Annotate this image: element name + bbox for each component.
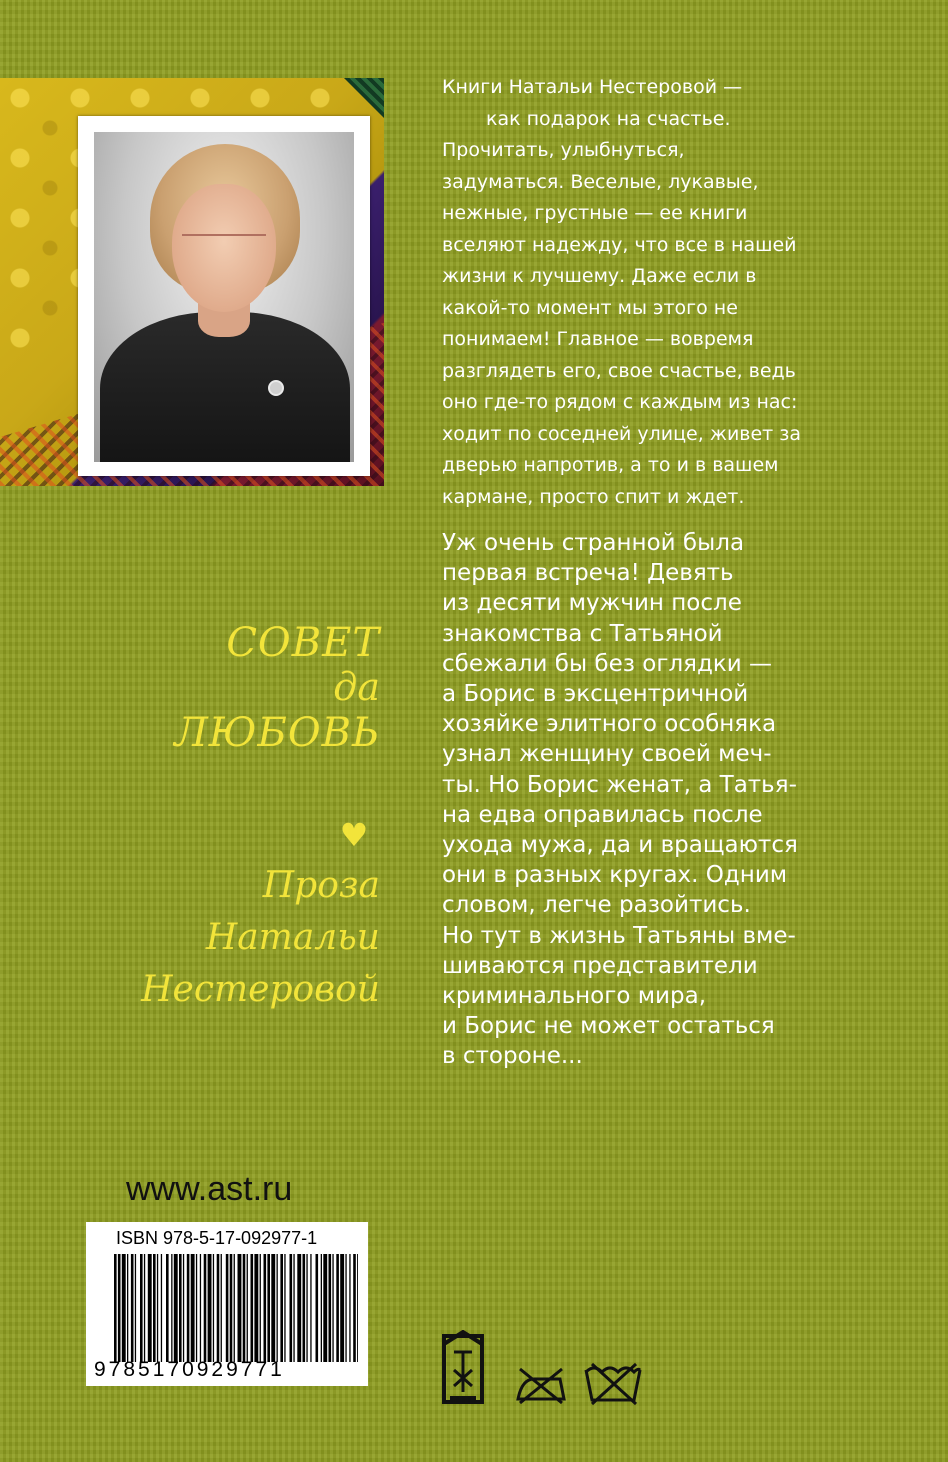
story-line: они в разных кругах. Одним bbox=[442, 862, 788, 889]
prose-label bbox=[141, 860, 380, 1016]
blurb-line: Книги Натальи Нестеровой — bbox=[442, 76, 743, 98]
barcode-bar bbox=[349, 1254, 350, 1362]
story-line: словом, легче разойтись. bbox=[442, 892, 751, 919]
series-title-line1: СОВЕТ bbox=[226, 620, 380, 666]
barcode-bar bbox=[310, 1254, 311, 1362]
barcode-block bbox=[86, 1222, 368, 1386]
isbn-text: ISBN 978-5-17-092977-1 bbox=[116, 1228, 318, 1248]
story-line: а Борис в эксцентричной bbox=[442, 681, 749, 708]
barcode-bar bbox=[267, 1254, 270, 1362]
barcode-bar bbox=[118, 1254, 121, 1362]
heart-icon: ♥ bbox=[339, 816, 369, 854]
barcode-bars bbox=[114, 1254, 358, 1362]
barcode-bar bbox=[306, 1254, 307, 1362]
story-line: ухода мужа, да и вращаются bbox=[442, 832, 798, 859]
barcode-bar bbox=[280, 1254, 283, 1362]
blurb-line: Прочитать, улыбнуться, bbox=[442, 139, 685, 161]
barcode-bar bbox=[127, 1254, 128, 1362]
author-photo-frame bbox=[78, 116, 370, 476]
barcode-bar bbox=[353, 1254, 356, 1362]
blurb-line: жизни к лучшему. Даже если в bbox=[442, 265, 757, 287]
barcode-bar bbox=[200, 1254, 201, 1362]
barcode-bar bbox=[187, 1254, 190, 1362]
barcode-bar bbox=[166, 1254, 169, 1362]
series-title-line2: да bbox=[333, 665, 380, 709]
blurb-line: разглядеть его, свое счастье, ведь bbox=[442, 359, 796, 382]
author-brooch bbox=[268, 380, 284, 396]
barcode-bar bbox=[329, 1254, 332, 1362]
blurb-line: как подарок на счастье. bbox=[486, 107, 731, 130]
barcode-bar bbox=[179, 1254, 182, 1362]
story-line: Но тут в жизнь Татьяны вме- bbox=[442, 922, 796, 949]
prose-line: Натальи bbox=[205, 917, 380, 958]
barcode-bar bbox=[290, 1254, 293, 1362]
barcode-bar bbox=[277, 1254, 278, 1362]
barcode-bar bbox=[217, 1254, 220, 1362]
no-washing-icon bbox=[582, 1360, 644, 1406]
story-line: ты. Но Борис женат, а Татья- bbox=[442, 771, 797, 798]
prose-line: Нестеровой bbox=[141, 969, 380, 1010]
story-line: хозяйке элитного особняка bbox=[442, 711, 777, 738]
blurb-line: дверью напротив, а то и в вашем bbox=[442, 454, 779, 476]
blurb-line: ходит по соседней улице, живет за bbox=[442, 422, 802, 445]
barcode-bar bbox=[144, 1254, 145, 1362]
barcode-bar bbox=[293, 1254, 294, 1362]
barcode-bar bbox=[196, 1254, 197, 1362]
barcode-bar bbox=[357, 1254, 358, 1362]
blurb-line: оно где-то рядом с каждым из нас: bbox=[442, 391, 798, 413]
barcode-bar bbox=[336, 1254, 339, 1362]
barcode-bar bbox=[161, 1254, 162, 1362]
barcode-bar bbox=[297, 1254, 301, 1362]
barcode-bar bbox=[254, 1254, 258, 1362]
no-ironing-icon bbox=[512, 1365, 570, 1405]
barcode-bar bbox=[238, 1254, 242, 1362]
barcode-bar bbox=[183, 1254, 184, 1362]
story-line: и Борис не может остаться bbox=[442, 1013, 775, 1040]
series-title-line3: ЛЮБОВЬ bbox=[174, 709, 380, 756]
ean-number: 9785170929771 bbox=[94, 1358, 285, 1381]
story-line: сбежали бы без оглядки — bbox=[442, 650, 773, 677]
barcode-bar bbox=[260, 1254, 261, 1362]
story-line: знакомства с Татьяной bbox=[442, 620, 723, 647]
barcode-bar bbox=[316, 1254, 319, 1362]
barcode-bar bbox=[230, 1254, 233, 1362]
barcode-bar bbox=[303, 1254, 306, 1362]
barcode-bar bbox=[131, 1254, 134, 1362]
barcode-bar bbox=[208, 1254, 212, 1362]
publisher-website: www.ast.ru bbox=[126, 1170, 293, 1208]
author-blurb bbox=[442, 72, 862, 513]
series-title bbox=[174, 620, 380, 756]
story-line: первая встреча! Девять bbox=[442, 560, 734, 587]
barcode-bar bbox=[243, 1254, 246, 1362]
blurb-line: задуматься. Веселые, лукавые, bbox=[442, 170, 759, 193]
story-summary bbox=[442, 528, 882, 1072]
barcode-bar bbox=[284, 1254, 285, 1362]
blurb-line: какой-то момент мы этого не bbox=[442, 296, 738, 319]
barcode-bar bbox=[226, 1254, 229, 1362]
barcode-bar bbox=[153, 1254, 156, 1362]
barcode-bar bbox=[247, 1254, 248, 1362]
barcode-bar bbox=[271, 1254, 275, 1362]
barcode-bar bbox=[191, 1254, 195, 1362]
story-line: Уж очень странной была bbox=[442, 530, 745, 556]
author-glasses bbox=[182, 234, 266, 256]
barcode-bar bbox=[251, 1254, 254, 1362]
blurb-line: кармане, просто спит и ждет. bbox=[442, 485, 745, 508]
barcode-bar bbox=[140, 1254, 143, 1362]
prose-line: Проза bbox=[262, 865, 380, 906]
barcode-bar bbox=[321, 1254, 322, 1362]
barcode-bar bbox=[204, 1254, 207, 1362]
barcode-bar bbox=[148, 1254, 152, 1362]
story-line: в стороне... bbox=[442, 1043, 583, 1070]
barcode-bar bbox=[340, 1254, 344, 1362]
barcode-bar bbox=[221, 1254, 222, 1362]
publisher-logo-icon bbox=[440, 1330, 486, 1408]
barcode-bar bbox=[122, 1254, 126, 1362]
story-line: на едва оправилась после bbox=[442, 801, 763, 828]
story-line: узнал женщину своей меч- bbox=[442, 741, 772, 768]
barcode-bar bbox=[213, 1254, 214, 1362]
blurb-line: понимаем! Главное — вовремя bbox=[442, 328, 754, 350]
story-line: шиваются представители bbox=[442, 952, 758, 979]
barcode-bar bbox=[264, 1254, 267, 1362]
blurb-line: нежные, грустные — ее книги bbox=[442, 202, 748, 224]
barcode-bar bbox=[323, 1254, 327, 1362]
barcode-bar bbox=[234, 1254, 235, 1362]
barcode-bar bbox=[157, 1254, 158, 1362]
author-photo-panel bbox=[0, 78, 384, 486]
blurb-line: вселяют надежду, что все в нашей bbox=[442, 233, 797, 256]
story-line: из десяти мужчин после bbox=[442, 590, 742, 617]
barcode-bar bbox=[332, 1254, 333, 1362]
barcode-bar bbox=[345, 1254, 346, 1362]
barcode-bar bbox=[135, 1254, 136, 1362]
barcode-bar bbox=[174, 1254, 178, 1362]
barcode-bar bbox=[171, 1254, 172, 1362]
barcode-bar bbox=[114, 1254, 117, 1362]
author-photo bbox=[94, 132, 354, 462]
story-line: криминального мира, bbox=[442, 983, 707, 1010]
